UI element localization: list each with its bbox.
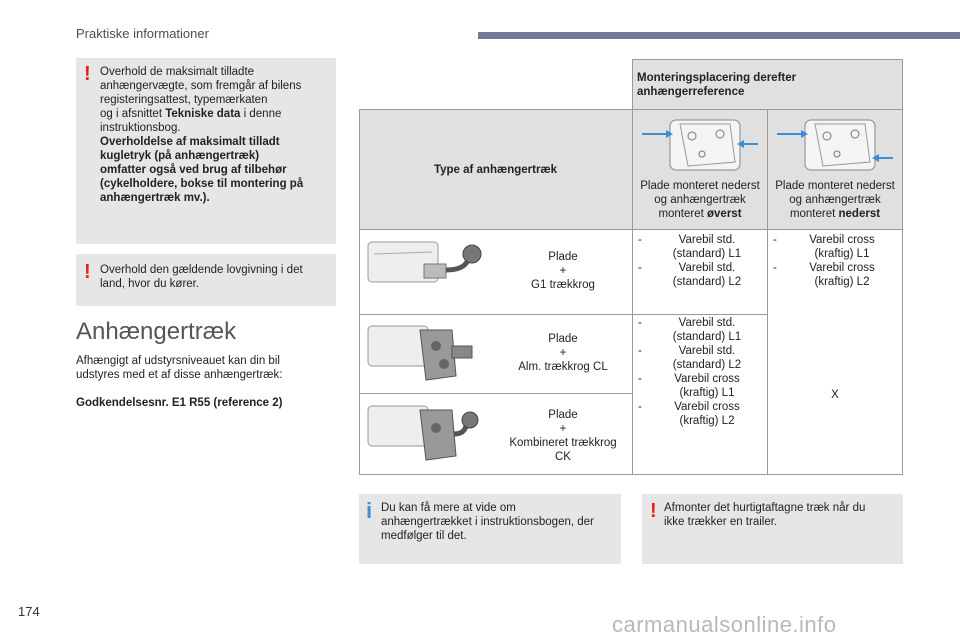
towbar-plate-bottom-diagram — [775, 114, 895, 176]
text-line: Kombineret trækkrog — [509, 437, 617, 449]
page-number: 174 — [18, 604, 40, 619]
list-item-text — [656, 372, 758, 400]
text-span: (standard) L2 — [672, 276, 742, 288]
row23-col2-value: X — [831, 389, 839, 401]
grid-line — [359, 229, 903, 230]
text-line: Plade — [548, 409, 578, 421]
approval-number: Godkendelsesnr. E1 R55 (reference 2) — [76, 397, 283, 409]
section-intro — [76, 354, 336, 382]
text-span: (kraftig) L2 — [814, 276, 870, 288]
text-bold: Tekniske data — [165, 108, 241, 120]
text-line: Afmonter det hurtigtaftagne træk når du — [664, 502, 866, 514]
grid-line — [359, 109, 903, 110]
text-span: (standard) L2 — [672, 359, 742, 371]
text-line: Du kan få mere at vide om — [381, 502, 516, 514]
text-span: i denne — [240, 108, 282, 120]
text-line: + — [559, 347, 567, 359]
dash: - — [638, 262, 642, 274]
warning-icon: ! — [84, 261, 91, 283]
grid-line — [359, 474, 903, 475]
text-line: Monteringsplacering derefter — [637, 72, 797, 84]
dash: - — [638, 401, 642, 413]
text-span: Varebil cross — [674, 401, 740, 413]
text-line: G1 trækkrog — [531, 279, 595, 291]
dash: - — [773, 262, 777, 274]
towbar-g1-image — [364, 234, 484, 306]
row1-col2-list — [773, 233, 893, 289]
text-span: Varebil cross — [809, 262, 875, 274]
text-line: Afhængigt af udstyrsniveauet kan din bil — [76, 355, 280, 367]
list-item-text — [791, 233, 893, 261]
section-title: Anhængertræk — [76, 318, 237, 345]
grid-line — [767, 109, 768, 474]
text-span: og i afsnittet — [100, 108, 166, 120]
grid-line — [632, 59, 633, 474]
text-line: og anhængertræk — [654, 194, 746, 206]
list-item-text — [656, 344, 758, 372]
list-item — [638, 261, 758, 289]
text-span: (standard) L1 — [672, 331, 742, 343]
text-line: (cykelholdere, bokse til montering på — [100, 178, 304, 190]
list-item-text — [656, 400, 758, 428]
text-line — [768, 207, 902, 221]
text-line: Overhold den gældende lovgivning i det — [100, 264, 303, 276]
col1-header-text — [633, 179, 767, 221]
list-item-text — [656, 316, 758, 344]
text-span: monteret — [658, 208, 708, 220]
header-type-label: Type af anhængertræk — [433, 164, 558, 176]
list-item — [638, 344, 758, 372]
text-line: + — [559, 265, 567, 277]
list-item — [638, 372, 758, 400]
row1-col1-list — [638, 233, 758, 289]
text-span: Varebil std. — [678, 234, 736, 246]
text-span: Varebil std. — [678, 345, 736, 357]
dash: - — [773, 234, 777, 246]
list-item-text — [791, 261, 893, 289]
text-span: (kraftig) L2 — [679, 415, 735, 427]
text-line — [100, 107, 332, 121]
warning-box-weights — [76, 58, 336, 244]
text-line: + — [559, 423, 567, 435]
warning-icon: ! — [84, 63, 91, 85]
row1-label — [496, 250, 630, 292]
list-item-text — [656, 233, 758, 261]
row2-label — [496, 332, 630, 374]
info-icon: i — [366, 498, 373, 523]
text-line: Plade — [548, 333, 578, 345]
towbar-cl-image — [364, 318, 484, 390]
text-span: (kraftig) L1 — [814, 248, 870, 260]
text-line: land, hvor du kører. — [100, 278, 200, 290]
list-item — [638, 233, 758, 261]
dash: - — [638, 234, 642, 246]
grid-line — [359, 393, 632, 394]
text-line: Plade — [548, 251, 578, 263]
text-line: CK — [555, 451, 571, 463]
text-line: Plade monteret nederst — [640, 180, 760, 192]
towbar-ck-image — [364, 398, 484, 470]
text-line: Overhold de maksimalt tilladte — [100, 66, 255, 78]
text-span: Varebil cross — [674, 373, 740, 385]
warning-box-quick-release — [642, 494, 903, 564]
text-bold: øverst — [707, 208, 742, 220]
dash: - — [638, 345, 642, 357]
text-line: registeringsattest, typemærkaten — [100, 94, 268, 106]
text-bold: nederst — [838, 208, 881, 220]
text-line: udstyres med et af disse anhængertræk: — [76, 369, 283, 381]
watermark: carmanualsonline.info — [612, 612, 837, 637]
text-line: ikke trækker en trailer. — [664, 516, 778, 528]
text-line: Plade monteret nederst — [775, 180, 895, 192]
col2-header-text — [768, 179, 902, 221]
text-line: anhængertræk mv.). — [100, 192, 210, 204]
warning-box-legislation — [76, 254, 336, 306]
text-line: medfølger til det. — [381, 530, 467, 542]
info-box — [359, 494, 621, 564]
grid-line — [902, 59, 903, 474]
text-line: anhængervægte, som fremgår af bilens — [100, 80, 302, 92]
text-span: Varebil std. — [678, 317, 736, 329]
grid-line — [632, 59, 903, 60]
text-span: Varebil std. — [678, 262, 736, 274]
list-item-text — [656, 261, 758, 289]
text-line — [633, 207, 767, 221]
row23-col1-list — [638, 316, 758, 428]
text-line: omfatter også ved brug af tilbehør — [100, 164, 287, 176]
header-mount-label — [637, 71, 897, 99]
list-item — [773, 261, 893, 289]
towbar-plate-top-diagram — [640, 114, 760, 176]
text-line: og anhængertræk — [789, 194, 881, 206]
text-span: (standard) L1 — [672, 248, 742, 260]
running-header: Praktiske informationer — [76, 26, 209, 41]
text-line: kugletryk (på anhængertræk) — [100, 150, 260, 162]
text-span: monteret — [789, 208, 839, 220]
text-span: (kraftig) L1 — [679, 387, 735, 399]
text-line: anhængerreference — [637, 86, 745, 98]
text-line: anhængertrækket i instruktionsbogen, der — [381, 516, 594, 528]
list-item — [638, 316, 758, 344]
header-bar — [478, 32, 960, 39]
text-line: Overholdelse af maksimalt tilladt — [100, 136, 280, 148]
text-span: Varebil cross — [809, 234, 875, 246]
dash: - — [638, 373, 642, 385]
dash: - — [638, 317, 642, 329]
list-item — [638, 400, 758, 428]
grid-line — [359, 314, 767, 315]
list-item — [773, 233, 893, 261]
warning-icon: ! — [650, 500, 657, 522]
text-line: Alm. trækkrog CL — [518, 361, 608, 373]
text-line: instruktionsbog. — [100, 122, 181, 134]
row3-label — [496, 408, 630, 464]
